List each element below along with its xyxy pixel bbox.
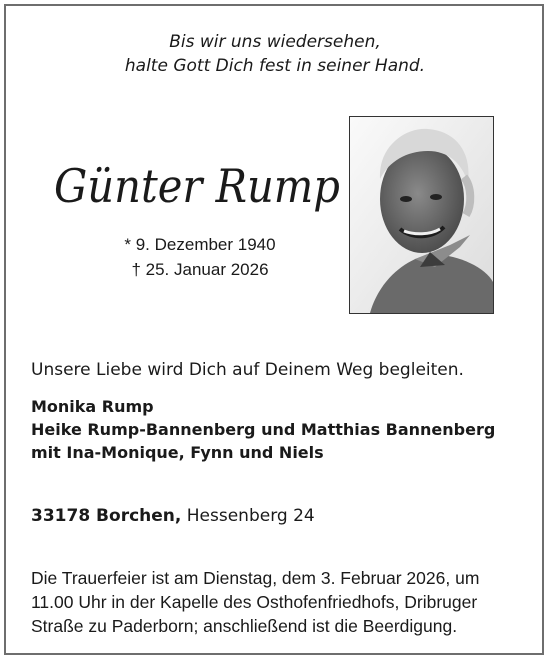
mourners-list <box>31 395 495 464</box>
motto-verse <box>0 30 550 78</box>
service-line: 11.00 Uhr in der Kapelle des Osthofenfriedhofs, Dribruger <box>31 592 478 612</box>
intro-text: Unsere Liebe wird Dich auf Deinem Weg begleiten. <box>31 360 464 380</box>
funeral-service-info <box>31 566 526 638</box>
portrait-photo <box>349 116 494 314</box>
mourner-line: Heike Rump-Bannenberg und Matthias Bannenberg <box>31 420 496 439</box>
mourner-line: Monika Rump <box>31 397 154 416</box>
address-city: 33178 Borchen, <box>31 506 182 526</box>
birth-date: * 9. Dezember 1940 <box>124 235 276 254</box>
service-line: Die Trauerfeier ist am Dienstag, dem 3. Februar 2026, um <box>31 568 480 588</box>
motto-line-1: Bis wir uns wiedersehen, <box>169 32 381 52</box>
life-dates <box>96 232 304 282</box>
notice-border <box>4 4 544 655</box>
deceased-name-signature <box>48 146 348 232</box>
deceased-name: Günter Rump <box>54 159 340 213</box>
address-street: Hessenberg 24 <box>186 506 315 526</box>
death-date: † 25. Januar 2026 <box>131 260 269 279</box>
address <box>31 504 315 528</box>
mourner-line: mit Ina-Monique, Fynn und Niels <box>31 443 324 462</box>
service-line: Straße zu Paderborn; anschließend ist die Beerdigung. <box>31 616 458 636</box>
motto-line-2: halte Gott Dich fest in seiner Hand. <box>124 56 426 76</box>
